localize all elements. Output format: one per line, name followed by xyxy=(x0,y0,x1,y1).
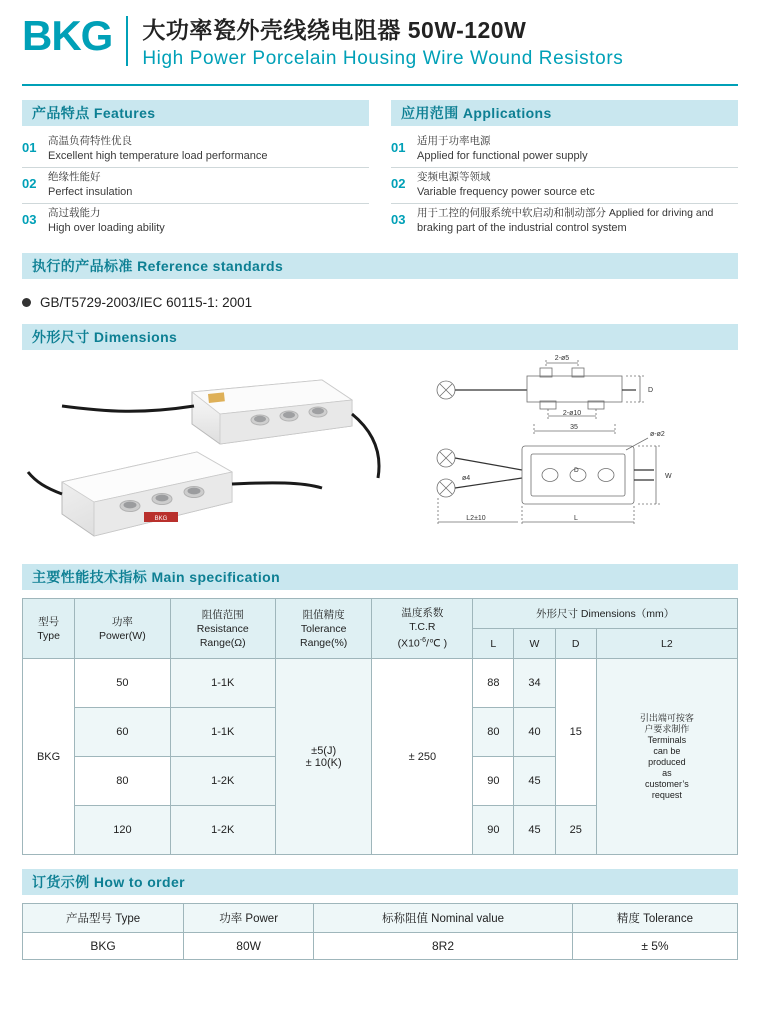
dimensions-figure xyxy=(22,354,738,550)
cell-resistance: 1-1K xyxy=(170,659,275,708)
cell-power: 50 xyxy=(75,659,170,708)
col-header-tol-cn: 阻值精度 xyxy=(302,608,345,621)
cell-tolerance-line2: ± 10(K) xyxy=(305,756,342,769)
item-number: 03 xyxy=(22,212,37,227)
order-col-nominal: 标称阻值 Nominal value xyxy=(314,904,573,933)
page-header xyxy=(22,0,738,80)
item-text-cn: 高温负荷特性优良 xyxy=(48,135,132,147)
cell-L: 80 xyxy=(473,708,514,757)
cell-power: 60 xyxy=(75,708,170,757)
item-text-en: Excellent high temperature load performance xyxy=(48,150,268,162)
cell-W: 40 xyxy=(514,708,555,757)
cell-W: 45 xyxy=(514,757,555,806)
col-header-type-cn: 型号 xyxy=(38,615,60,628)
col-header-tol-en2: Range(%) xyxy=(300,636,348,649)
order-value-row xyxy=(23,933,738,960)
col-header-power xyxy=(75,599,170,659)
cell-type: BKG xyxy=(23,659,75,855)
item-text-cn: 适用于功率电源 xyxy=(417,135,491,147)
standard-text: GB/T5729-2003/IEC 60115-1: 2001 xyxy=(40,295,253,310)
order-value-nominal: 8R2 xyxy=(314,933,573,960)
order-value-tolerance: ± 5% xyxy=(572,933,737,960)
col-header-res-en2: Range(Ω) xyxy=(199,636,246,649)
col-header-tol-en1: Tolerance xyxy=(300,622,347,635)
l2-note-line: Terminals xyxy=(647,734,687,745)
col-header-dimensions-group: 外形尺寸 Dimensions（mm） xyxy=(473,599,738,629)
cell-D: 25 xyxy=(555,806,596,855)
col-header-res-en1: Resistance xyxy=(196,622,249,635)
cell-D: 15 xyxy=(555,659,596,806)
dim-label-35: 35 xyxy=(570,424,578,431)
item-text-en: Variable frequency power source etc xyxy=(417,186,595,198)
technical-drawing-svg xyxy=(422,354,738,550)
dim-label-holes-top: 2-ø5 xyxy=(554,355,570,362)
l2-note-line: request xyxy=(651,789,682,800)
col-header-res-cn: 阻值范围 xyxy=(201,608,244,621)
item-number: 02 xyxy=(22,176,37,191)
list-item xyxy=(22,168,369,204)
item-number: 02 xyxy=(391,176,406,191)
order-col-power: 功率 Power xyxy=(184,904,314,933)
cell-tolerance xyxy=(275,659,372,855)
features-bar: 产品特点 Features xyxy=(22,100,369,126)
list-item xyxy=(22,132,369,168)
applications-column xyxy=(391,86,738,239)
standards-bar: 执行的产品标准 Reference standards xyxy=(22,253,738,279)
col-header-tcr xyxy=(372,599,473,659)
item-text-en: Applied for functional power supply xyxy=(417,150,588,162)
col-header-tcr-en: T.C.R xyxy=(409,621,436,634)
dim-label-l2: L2±10 xyxy=(466,515,486,522)
l2-note-line: 户要求制作 xyxy=(644,723,690,734)
dim-label-lead-dia: ø4 xyxy=(462,475,471,482)
order-col-tolerance: 精度 Tolerance xyxy=(572,904,737,933)
features-list xyxy=(22,132,369,239)
item-number: 03 xyxy=(391,212,406,227)
page-title-en: High Power Porcelain Housing Wire Wound Resistors xyxy=(142,48,624,69)
features-applications-section xyxy=(22,86,738,239)
order-table xyxy=(22,903,738,960)
col-header-tcr-cn: 温度系数 xyxy=(401,607,444,620)
list-item xyxy=(22,204,369,239)
table-row xyxy=(23,659,738,708)
cell-power: 120 xyxy=(75,806,170,855)
cell-power: 80 xyxy=(75,757,170,806)
col-header-type xyxy=(23,599,75,659)
cell-resistance: 1-2K xyxy=(170,757,275,806)
col-header-L: L xyxy=(473,629,514,659)
cell-L: 90 xyxy=(473,806,514,855)
col-header-W: W xyxy=(514,629,555,659)
col-header-tcr-unit: (X10 xyxy=(397,637,420,650)
cell-W: 34 xyxy=(514,659,555,708)
order-value-type: BKG xyxy=(23,933,184,960)
bullet-icon xyxy=(22,298,31,307)
order-bar: 订货示例 How to order xyxy=(22,869,738,895)
dimensions-bar: 外形尺寸 Dimensions xyxy=(22,324,738,350)
list-item xyxy=(391,132,738,168)
l2-note-line: can be xyxy=(653,745,681,756)
cell-L: 88 xyxy=(473,659,514,708)
cell-L: 90 xyxy=(473,757,514,806)
list-item xyxy=(391,168,738,204)
features-column xyxy=(22,86,369,239)
item-text-cn: 高过载能力 xyxy=(48,207,101,219)
specification-bar: 主要性能技术指标 Main specification xyxy=(22,564,738,590)
cell-W: 45 xyxy=(514,806,555,855)
cell-L2-note xyxy=(596,659,737,855)
header-titles xyxy=(142,14,623,72)
col-header-tolerance xyxy=(275,599,372,659)
l2-note-line: 引出端可按客 xyxy=(639,712,694,723)
col-header-power-cn: 功率 xyxy=(111,615,133,628)
col-header-D: D xyxy=(555,629,596,659)
cell-resistance: 1-2K xyxy=(170,806,275,855)
specification-table xyxy=(22,598,738,855)
item-text-cn: 变频电源等领域 xyxy=(417,171,491,183)
col-header-power-en: Power(W) xyxy=(99,629,146,642)
table-header-row xyxy=(23,599,738,629)
dim-label-w: W xyxy=(665,473,672,480)
photo-logo-label: BKG xyxy=(154,516,168,522)
applications-bar: 应用范围 Applications xyxy=(391,100,738,126)
cell-tcr: ± 250 xyxy=(372,659,473,855)
item-text-en: Perfect insulation xyxy=(48,186,133,198)
col-header-tcr-sup: -6 xyxy=(419,637,426,645)
product-photo xyxy=(22,354,422,550)
l2-note-line: as xyxy=(662,767,672,778)
l2-note-line: produced xyxy=(648,756,686,767)
applications-list xyxy=(391,132,738,239)
col-header-resistance xyxy=(170,599,275,659)
dim-label-d-top: D xyxy=(648,387,654,394)
cell-tolerance-line1: ±5(J) xyxy=(311,744,337,757)
product-photo-svg xyxy=(22,354,422,550)
order-col-type: 产品型号 Type xyxy=(23,904,184,933)
header-divider xyxy=(126,16,128,66)
col-header-L2: L2 xyxy=(596,629,737,659)
cell-resistance: 1-1K xyxy=(170,708,275,757)
item-text-en: braking part of the industrial control system xyxy=(417,222,627,234)
item-text-cn: 用于工控的伺服系统中软启动和制动部分 Applied for driving and xyxy=(417,207,714,219)
col-header-tcr-unit2: /℃ ) xyxy=(425,637,448,650)
item-text-cn: 绝缘性能好 xyxy=(48,171,101,183)
item-number: 01 xyxy=(391,140,406,155)
order-value-power: 80W xyxy=(184,933,314,960)
page-title-cn: 大功率瓷外壳线绕电阻器 50W-120W xyxy=(142,17,527,43)
item-number: 01 xyxy=(22,140,37,155)
dim-label-holes-bottom: 2-ø10 xyxy=(562,410,582,417)
order-header-row xyxy=(23,904,738,933)
dim-label-l: L xyxy=(574,515,578,522)
l2-note-line: customer’s xyxy=(645,778,689,789)
brand-logo: BKG xyxy=(22,12,113,59)
technical-drawing xyxy=(422,354,738,550)
standard-line xyxy=(22,295,738,310)
dim-label-hole-right: ø-ø2 xyxy=(650,431,665,438)
item-text-en: High over loading ability xyxy=(48,222,165,234)
list-item xyxy=(391,204,738,239)
col-header-type-en: Type xyxy=(37,629,60,642)
dim-label-d-plan: D xyxy=(574,467,579,474)
